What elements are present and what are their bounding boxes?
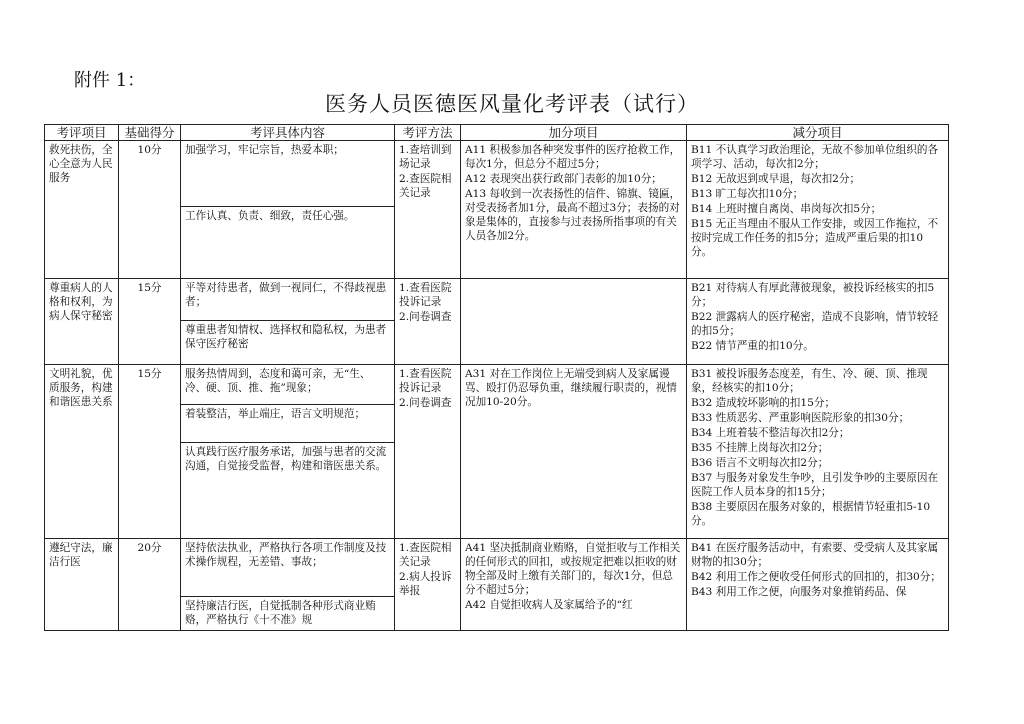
header-base-score: 基础得分 xyxy=(119,125,181,141)
bonus-item: A11 积极参加各种突发事件的医疗抢救工作，每次1分，但总分不超过5分； xyxy=(465,144,681,170)
category-cell: 救死扶伤，全心全意为人民服务 xyxy=(45,141,119,279)
content-cell: 尊重患者知情权、选择权和隐私权，为患者保守医疗秘密 xyxy=(181,321,395,365)
penalty-item: B36 语言不文明每次扣2分； xyxy=(691,457,829,469)
penalty-item: B41 在医疗服务活动中，有索要、受受病人及其家属财物的扣30分； xyxy=(691,542,939,568)
header-content: 考评具体内容 xyxy=(181,125,395,141)
penalty-cell xyxy=(687,279,949,365)
penalty-item: B33 性质恶劣、严重影响医院形象的扣30分； xyxy=(691,412,910,424)
content-cell: 平等对待患者，做到一视同仁，不得歧视患者； xyxy=(181,279,395,321)
base-score-cell: 20分 xyxy=(119,539,181,631)
method-item: 2.病人投诉举报 xyxy=(399,571,452,597)
header-bonus: 加分项目 xyxy=(461,125,687,141)
bonus-cell xyxy=(461,279,687,365)
bonus-cell xyxy=(461,141,687,279)
penalty-item: B42 利用工作之便收受任何形式的回扣的，扣30分； xyxy=(691,571,941,583)
penalty-item: B15 无正当理由不服从工作安排，或因工作拖拉，不按时完成工作任务的扣5分；造成严重后果的扣10分。 xyxy=(691,218,939,258)
method-item: 2.问卷调查 xyxy=(399,397,452,409)
penalty-item: B32 造成较坏影响的扣15分； xyxy=(691,397,836,409)
penalty-item: B37 与服务对象发生争吵，且引发争吵的主要原因在医院工作人员本身的扣15分； xyxy=(691,472,939,498)
attachment-label: 附件 1： xyxy=(74,70,146,91)
content-cell: 服务热情周到，态度和蔼可亲，无“生、冷、硬、顶、推、拖”现象； xyxy=(181,365,395,405)
penalty-item: B14 上班时擅自离岗、串岗每次扣5分； xyxy=(691,203,882,215)
base-score-cell: 10分 xyxy=(119,141,181,279)
penalty-item: B11 不认真学习政治理论，无故不参加单位组织的各项学习、活动，每次扣2分； xyxy=(691,144,939,170)
penalty-item: B12 无故迟到或早退，每次扣2分； xyxy=(691,173,861,185)
method-cell xyxy=(395,279,461,365)
bonus-item: A13 每收到一次表扬性的信件、锦旗、镜匾，对受表扬者加1分，最高不超过3分；表扬的对象是集体的，直接参与过表扬所指事项的有关人员各加2分。 xyxy=(465,188,681,242)
content-cell: 坚持廉洁行医，自觉抵制各种形式商业贿赂，严格执行《十不准》规 xyxy=(181,597,395,631)
penalty-item: B38 主要原因在服务对象的，根据情节轻重扣5-10分。 xyxy=(691,501,931,527)
bonus-item: A42 自觉拒收病人及家属给予的“红 xyxy=(465,599,633,611)
bonus-cell xyxy=(461,539,687,631)
penalty-item: B31 被投诉服务态度差，有生、冷、硬、顶、推现象，经核实的扣10分； xyxy=(691,368,928,394)
bonus-item: A41 坚决抵制商业贿赂，自觉拒收与工作相关的任何形式的回扣，或按规定把难以拒收的财物全部及时上缴有关部门的，每次1分，但总分不超过5分； xyxy=(465,542,681,596)
content-cell: 坚持依法执业，严格执行各项工作制度及技术操作规程，无差错、事故； xyxy=(181,539,395,597)
penalty-item: B13 旷工每次扣10分； xyxy=(691,188,804,200)
content-cell: 工作认真、负责、细致，责任心强。 xyxy=(181,207,395,279)
header-category: 考评项目 xyxy=(45,125,119,141)
category-cell: 文明礼貌，优质服务，构建和谐医患关系 xyxy=(45,365,119,539)
bonus-item: A12 表现突出获行政部门表彰的加10分； xyxy=(465,173,662,185)
table-row xyxy=(45,539,949,597)
penalty-item: B22 情节严重的扣10分。 xyxy=(691,340,814,352)
header-penalty: 减分项目 xyxy=(687,125,949,141)
method-cell xyxy=(395,141,461,279)
bonus-item: A31 对在工作岗位上无端受到病人及家属谩骂、殴打仍忍辱负重，继续履行职责的，视情况加10-20分。 xyxy=(465,368,677,408)
content-cell: 加强学习，牢记宗旨，热爱本职； xyxy=(181,141,395,207)
method-item: 2.查医院相关记录 xyxy=(399,173,452,199)
table-header-row xyxy=(45,125,949,141)
page-title: 医务人员医德医风量化考评表（试行） xyxy=(325,92,699,116)
base-score-cell: 15分 xyxy=(119,279,181,365)
penalty-item: B21 对待病人有厚此薄彼现象，被投诉经核实的扣5分； xyxy=(691,282,935,308)
penalty-cell xyxy=(687,141,949,279)
penalty-item: B35 不挂牌上岗每次扣2分； xyxy=(691,442,829,454)
content-cell: 认真践行医疗服务承诺，加强与患者的交流沟通，自觉接受监督，构建和谐医患关系。 xyxy=(181,443,395,539)
bonus-cell xyxy=(461,365,687,539)
method-item: 1.查看医院投诉记录 xyxy=(399,282,452,308)
evaluation-table xyxy=(44,124,949,631)
content-cell: 着装整洁，举止端庄，语言文明规范； xyxy=(181,405,395,443)
penalty-cell xyxy=(687,539,949,631)
table-row xyxy=(45,141,949,207)
method-item: 2.问卷调查 xyxy=(399,311,452,323)
category-cell: 尊重病人的人格和权利，为病人保守秘密 xyxy=(45,279,119,365)
method-item: 1.查医院相关记录 xyxy=(399,542,452,568)
penalty-item: B22 泄露病人的医疗秘密，造成不良影响，情节较轻的扣5分； xyxy=(691,311,939,337)
method-cell xyxy=(395,365,461,539)
penalty-item: B34 上班着装不整洁每次扣2分； xyxy=(691,427,850,439)
penalty-item: B43 利用工作之便，向服务对象推销药品、保 xyxy=(691,586,907,598)
penalty-cell xyxy=(687,365,949,539)
method-cell xyxy=(395,539,461,631)
header-method: 考评方法 xyxy=(395,125,461,141)
base-score-cell: 15分 xyxy=(119,365,181,539)
method-item: 1.查培训到场记录 xyxy=(399,144,452,170)
category-cell: 遵纪守法，廉洁行医 xyxy=(45,539,119,631)
table-row xyxy=(45,279,949,321)
table-row xyxy=(45,365,949,405)
method-item: 1.查看医院投诉记录 xyxy=(399,368,452,394)
